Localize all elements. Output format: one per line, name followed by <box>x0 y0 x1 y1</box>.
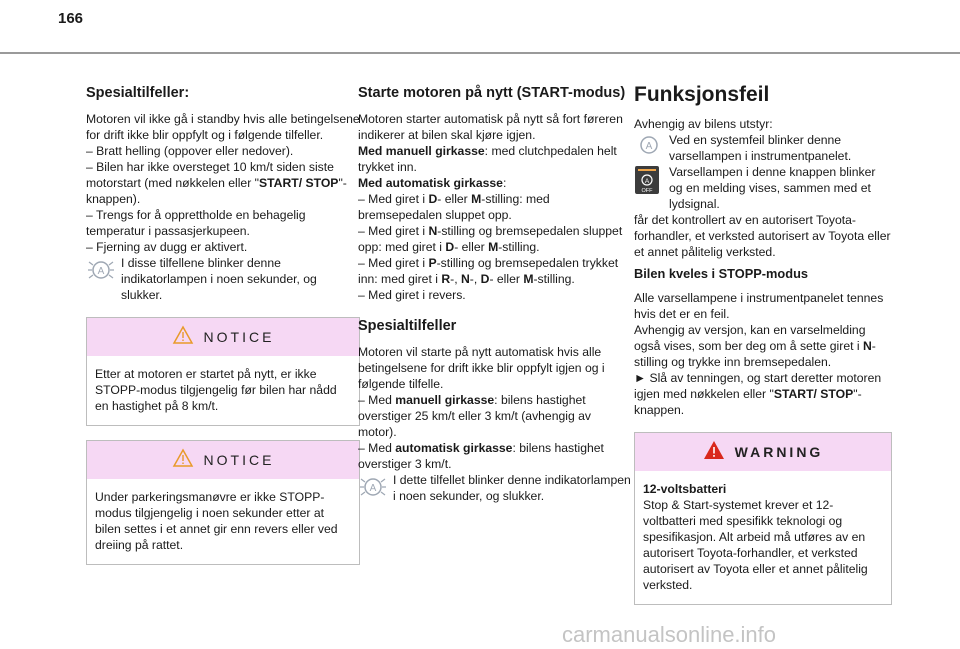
page-number: 166 <box>58 10 84 27</box>
watermark: carmanualsonline.info <box>562 622 777 647</box>
paragraph: Med manuell girkasse: med clutchpedalen helt trykket inn. <box>358 144 617 174</box>
warning-title: WARNING <box>734 444 824 460</box>
list-item: – Bratt helling (oppover eller nedover). <box>86 144 294 158</box>
list-item: – Bilen har ikke oversteget 10 km/t siden siste motorstart (med nøkkelen eller "START/ STOP"-knappen). <box>86 160 347 206</box>
warning-box <box>634 432 892 605</box>
column-2 <box>358 76 632 504</box>
section-heading: Spesialtilfeller: <box>86 85 190 101</box>
main-heading: Funksjonsfeil <box>634 83 770 106</box>
auto-start-indicator-icon <box>86 257 116 287</box>
list-item: – Med giret i N-stilling og bremsepedalen sluppet opp: med giret i D- eller M-stilling. <box>358 224 623 254</box>
notice-box <box>86 440 360 565</box>
paragraph: Med automatisk girkasse: <box>358 176 507 190</box>
paragraph: Avhengig av bilens utstyr: <box>634 117 773 131</box>
paragraph: Motoren vil ikke gå i standby hvis alle betingelsene for drift ikke blir oppfylt og i følgende tilfeller. <box>86 112 360 142</box>
warning-body: Stop & Start-systemet krever et 12- voltbatteri med spesifikk teknologi og spesifikasjon. Alt arbeid må utføres av en autorisert Toyota-forhandler, et verksted autorisert av Toyota eller et annet pålitelig verksted. <box>643 498 868 592</box>
notice-body: Etter at motoren er startet på nytt, er ikke STOPP-modus tilgjengelig før bilen har nådd en hastighet på 8 km/t. <box>95 367 337 413</box>
notice-title: NOTICE <box>203 452 275 468</box>
paragraph: Motoren vil starte på nytt automatisk hvis alle betingelsene for drift ikke blir oppfylt igjen og i følgende tilfelle. <box>358 345 605 391</box>
caution-triangle-icon <box>172 325 194 349</box>
list-item: – Med manuell girkasse: bilens hastighet overstiger 25 km/t eller 3 km/t (avhengig av motor). <box>358 393 592 439</box>
svg-text:A: A <box>644 178 650 185</box>
auto-start-indicator-icon <box>358 474 388 504</box>
list-item: – Med giret i P-stilling og bremsepedalen trykket inn: med giret i R-, N-, D- eller M-stilling. <box>358 256 619 286</box>
list-item: – Trengs for å opprettholde en behagelig temperatur i passasjerkupeen. <box>86 208 306 238</box>
list-item: – Med giret i revers. <box>358 288 466 302</box>
caution-triangle-icon <box>172 448 194 472</box>
column-3 <box>634 76 892 605</box>
warning-subtitle: 12-voltsbatteri <box>643 482 727 496</box>
indicator-note: A OFF Varsellampen i denne knappen blinker og en melding vises, sammen med et lydsignal. <box>634 164 892 212</box>
svg-text:A: A <box>369 483 377 494</box>
svg-text:A: A <box>645 141 653 152</box>
column-1 <box>86 76 360 565</box>
paragraph: Avhengig av versjon, kan en varselmelding også vises, som ber deg om å sette giret i N-stilling og trykke inn bremsepedalen. <box>634 323 876 369</box>
section-heading: Spesialtilfeller <box>358 318 457 334</box>
paragraph: ► Slå av tenningen, og start deretter motoren igjen med nøkkelen eller "START/ STOP"-knappen. <box>634 371 882 417</box>
warning-triangle-icon <box>703 440 725 464</box>
paragraph: får det kontrollert av en autorisert Toyota-forhandler, et verksted autorisert av Toyota eller et annet pålitelig verksted. <box>634 213 891 259</box>
notice-box <box>86 317 360 426</box>
list-item: – Fjerning av dugg er aktivert. <box>86 240 248 254</box>
list-item: – Med automatisk girkasse: bilens hastighet overstiger 3 km/t. <box>358 441 604 471</box>
stop-start-off-button-icon <box>634 165 660 199</box>
header-rule <box>0 52 960 54</box>
subsection-heading: Bilen kveles i STOPP-modus <box>634 266 809 281</box>
auto-start-warning-icon <box>634 134 664 160</box>
paragraph: Alle varsellampene i instrumentpanelet tennes hvis det er en feil. <box>634 291 884 321</box>
list-item: – Med giret i D- eller M-stilling: med bremsepedalen sluppet opp. <box>358 192 550 222</box>
indicator-note: A Ved en systemfeil blinker denne varsellampen i instrumentpanelet. <box>634 132 892 164</box>
indicator-note: A I disse tilfellene blinker denne indikatorlampen i noen sekunder, og slukker. <box>86 255 360 303</box>
section-heading: Starte motoren på nytt (START-modus) <box>358 85 626 101</box>
notice-body: Under parkeringsmanøvre er ikke STOPP-modus tilgjengelig i noen sekunder etter at bilen settes i et annet gir enn revers eller ved dreiing på rattet. <box>95 490 338 552</box>
paragraph: Motoren starter automatisk på nytt så fort føreren indikerer at bilen skal kjøre igjen. <box>358 112 623 142</box>
indicator-note: A I dette tilfellet blinker denne indikatorlampen i noen sekunder, og slukker. <box>358 472 632 504</box>
svg-text:A: A <box>97 266 105 277</box>
off-label: OFF <box>641 188 653 194</box>
notice-title: NOTICE <box>203 329 275 345</box>
